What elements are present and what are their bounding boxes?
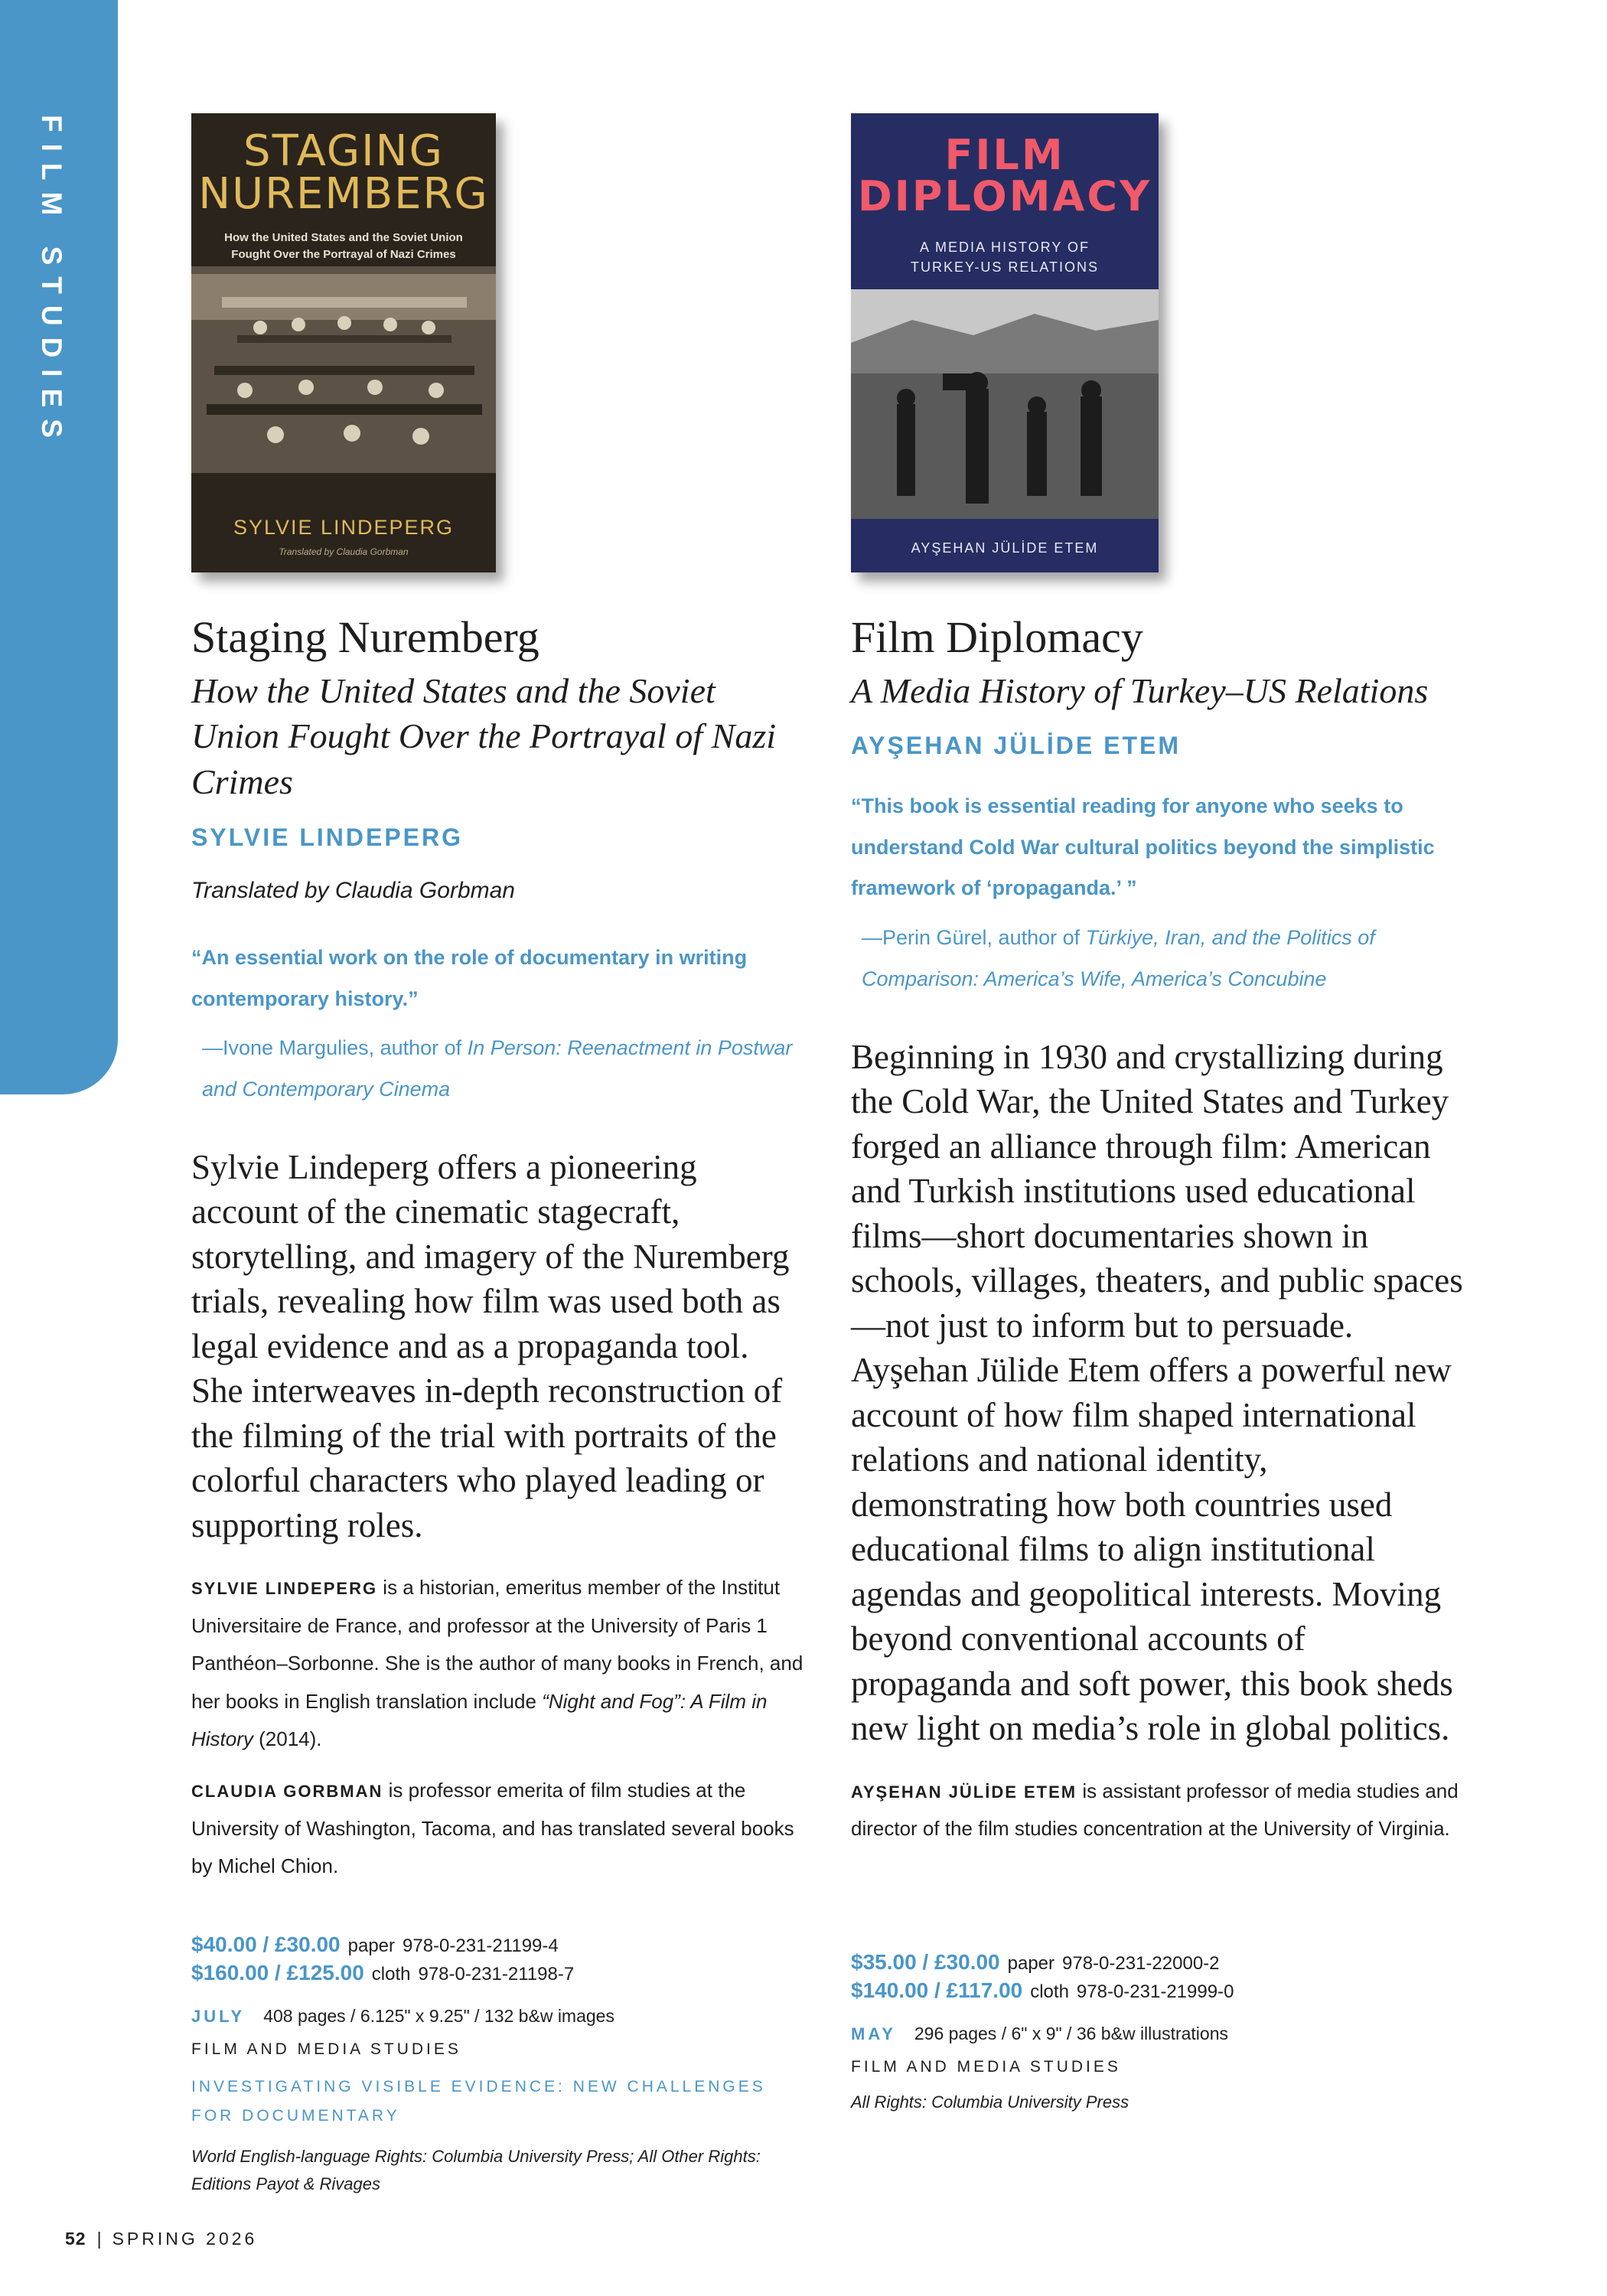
price: $40.00 / £30.00	[191, 1932, 341, 1956]
translator-bio: CLAUDIA GORBMAN is professor emerita of film studies at the University of Washington, Tacoma, and has translated several books by Michel Chion.	[191, 1779, 794, 1878]
isbn: 978-0-231-21999-0	[1076, 1981, 1234, 2003]
page-number: 52	[65, 2229, 86, 2249]
page-footer: 52 | SPRING 2026	[65, 2229, 258, 2249]
price-row-paper	[191, 1930, 804, 1959]
price-format: paper	[347, 1935, 396, 1956]
book-description: Sylvie Lindeperg offers a pioneering account of the cinematic stagecraft, storytelling, and imagery of the Nuremberg trials, revealing how film was used both as legal evidence and as a propaganda tool. She interweaves in-depth reconstruction of the filming of the trial with portraits of the colorful characters who played leading or supporting roles.	[191, 1147, 790, 1544]
section-tab	[0, 0, 118, 1094]
rights-statement: World English-language Rights: Columbia University Press; All Other Rights: Editions Payot & Rivages	[191, 2146, 761, 2194]
publication-month: JULY	[191, 2007, 246, 2027]
endorsement-work: Türkiye, Iran, and the Politics of Comparison: America’s Wife, America’s Concubine	[862, 925, 1375, 990]
author-bio: AYŞEHAN JÜLİDE ETEM is assistant professor of media studies and director of the film studies concentration at the University of Virginia.	[851, 1779, 1459, 1841]
endorsement-quote: “An essential work on the role of documentary in writing contemporary history.”	[191, 946, 748, 1010]
book-cover-image	[851, 113, 1159, 572]
endorsement-work: In Person: Reenactment in Postwar and Contemporary Cinema	[202, 1035, 793, 1101]
cover-author: AYŞEHAN JÜLİDE ETEM	[911, 540, 1099, 556]
endorsement-attribution: —Perin Gürel, author of Türkiye, Iran, and the Politics of Comparison: America’s Wife, America’s Concubine	[862, 925, 1375, 990]
endorsement-attribution: —Ivone Margulies, author of In Person: Reenactment in Postwar and Contemporary Cinema	[202, 1035, 793, 1101]
price-format: cloth	[1030, 1981, 1069, 2003]
publication-month: MAY	[851, 2024, 896, 2044]
book-author: AYŞEHAN JÜLİDE ETEM	[851, 732, 1181, 760]
book-author: SYLVIE LINDEPERG	[191, 823, 464, 852]
cover-subtitle: A MEDIA HISTORY OF TURKEY-US RELATIONS	[910, 240, 1100, 276]
cover-translator: Translated by Claudia Gorbman	[279, 546, 409, 557]
price: $140.00 / £117.00	[851, 1978, 1023, 2003]
book-specs: 296 pages / 6" x 9" / 36 b&w illustrations	[914, 2024, 1228, 2044]
cover-title: STAGING NUREMBERG	[198, 126, 489, 219]
bio-name: CLAUDIA GORBMAN	[191, 1782, 383, 1802]
book-description: Beginning in 1930 and crystallizing during the Cold War, the United States and Turkey forged an alliance through film: American and Turkish institutions used educational films—short documentaries shown in schools, villages, theaters, and public spaces—not just to inform but to persuade. Ayşehan Jülide Etem offers a powerful new account of how film shaped international relations and national identity, demonstrating how both countries used educational films to align institutional agendas and geopolitical interests. Moving beyond conventional accounts of propaganda and soft power, this book sheds new light on media’s role in global politics.	[851, 1037, 1463, 1748]
subject-category: FILM AND MEDIA STUDIES	[851, 2058, 1121, 2076]
isbn: 978-0-231-21199-4	[403, 1935, 559, 1956]
book-translator: Translated by Claudia Gorbman	[191, 878, 515, 904]
price-list	[191, 1930, 804, 1988]
price: $35.00 / £30.00	[851, 1949, 1000, 1974]
endorsement-quote: “This book is essential reading for anyone who seeks to understand Cold War cultural politics beyond the simplistic framework of ‘propaganda.’ ”	[851, 794, 1435, 900]
book-title: Staging Nuremberg	[191, 612, 539, 662]
price-list	[851, 1948, 1463, 2006]
price-row-paper	[851, 1948, 1463, 1977]
price-row-cloth	[851, 1976, 1463, 2005]
price: $160.00 / £125.00	[191, 1961, 364, 1985]
book-series: INVESTIGATING VISIBLE EVIDENCE: NEW CHALLENGES FOR DOCUMENTARY	[191, 2078, 766, 2125]
price-row-cloth	[191, 1958, 804, 1988]
price-format: paper	[1007, 1952, 1055, 1974]
book-entry-film-diplomacy	[851, 113, 1463, 2117]
book-entry-staging-nuremberg	[191, 113, 804, 2198]
cover-title: FILM DIPLOMACY	[857, 131, 1152, 220]
bio-name: AYŞEHAN JÜLİDE ETEM	[851, 1782, 1077, 1802]
isbn: 978-0-231-21198-7	[418, 1964, 575, 1985]
bio-name: SYLVIE LINDEPERG	[191, 1579, 378, 1599]
rights-statement: All Rights: Columbia University Press	[851, 2092, 1129, 2112]
author-bio: SYLVIE LINDEPERG is a historian, emeritus member of the Institut Universitaire de France, and professor at the University of Paris 1 Panthéon–Sorbonne. She is the author of many books in French, and her books in English translation include “Night and Fog”: A Film in History (2014).	[191, 1576, 804, 1751]
book-title: Film Diplomacy	[851, 612, 1143, 662]
publication-meta	[851, 2024, 1463, 2044]
price-format: cloth	[371, 1964, 411, 1985]
cover-subtitle: How the United States and the Soviet Union Fought Over the Portrayal of Nazi Crimes	[224, 231, 463, 261]
catalog-season: SPRING 2026	[112, 2229, 258, 2249]
book-subtitle: A Media History of Turkey–US Relations	[851, 670, 1429, 710]
book-subtitle: How the United States and the Soviet Union Fought Over the Portrayal of Nazi Crimes	[191, 670, 777, 802]
isbn: 978-0-231-22000-2	[1062, 1952, 1220, 1974]
publication-meta	[191, 2006, 804, 2027]
book-specs: 408 pages / 6.125" x 9.25" / 132 b&w images	[263, 2006, 614, 2027]
subject-category: FILM AND MEDIA STUDIES	[191, 2040, 461, 2059]
section-tab-label: FILM STUDIES	[36, 115, 67, 449]
cover-author: SYLVIE LINDEPERG	[233, 516, 455, 539]
bio-work: “Night and Fog”: A Film in History	[191, 1689, 768, 1751]
book-cover-image	[191, 113, 496, 572]
